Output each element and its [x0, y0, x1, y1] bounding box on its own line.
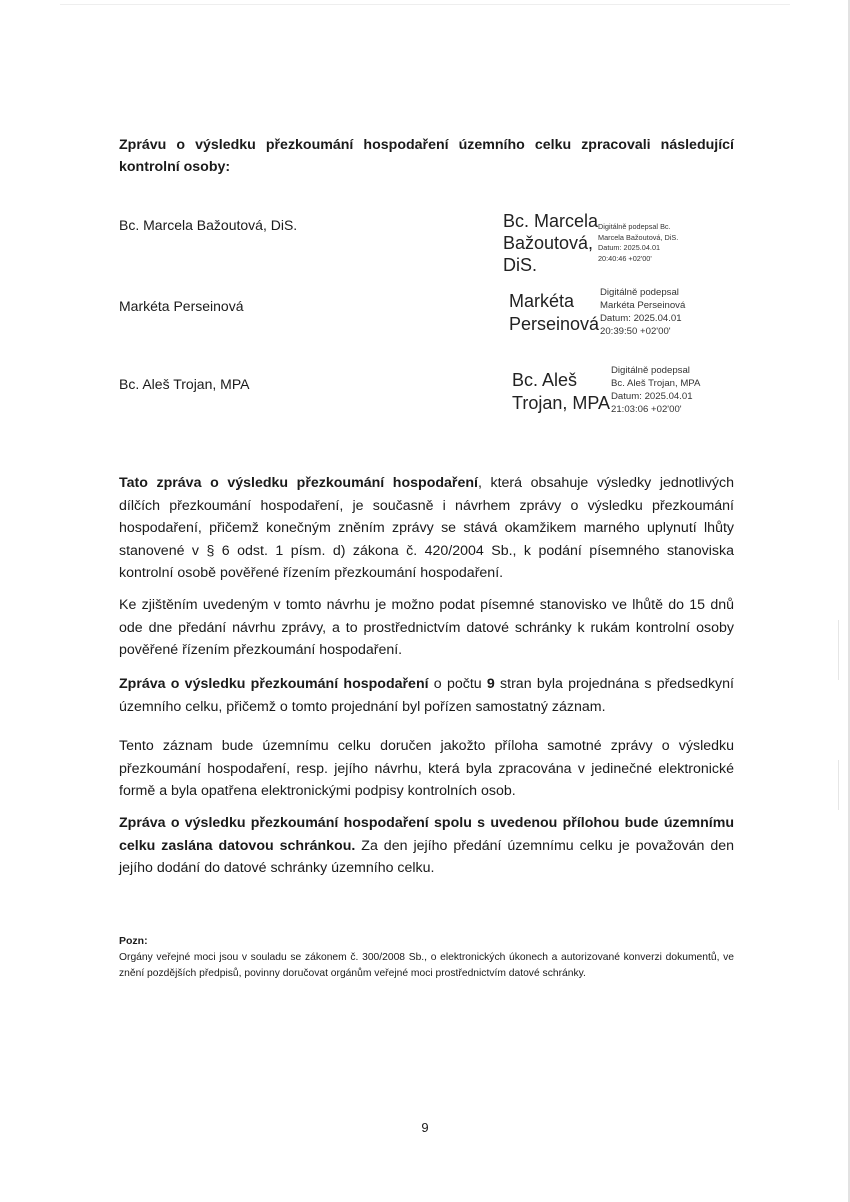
signature-metadata: Digitálně podepsal Bc. Aleš Trojan, MPA Datum: 2025.04.01 21:03:06 +02'00'	[611, 365, 701, 415]
note-body: Orgány veřejné moci jsou v souladu se zákonem č. 300/2008 Sb., o elektronických úkonech a autorizované konverzi dokumentů, ve znění pozdějších předpisů, povinny doručovat orgánům veřejné moci prostřednictvím datové schránky.	[119, 952, 734, 979]
scan-edge-top	[60, 4, 790, 5]
signatory-name: Bc. Marcela Bažoutová, DiS.	[119, 217, 298, 233]
note-title: Pozn:	[119, 935, 148, 947]
signatory-name: Bc. Aleš Trojan, MPA	[119, 376, 250, 392]
page-number: 9	[421, 1120, 429, 1135]
signature-name-line: Markéta	[509, 291, 575, 311]
signature-metadata: Digitálně podepsal Bc. Marcela Bažoutová, DiS. Datum: 2025.04.01 20:40:46 +02'00'	[598, 222, 679, 263]
paragraph-objection-deadline: Ke zjištěním uvedeným v tomto návrhu je možno podat písemné stanovisko ve lhůtě do 15 dnů ode dne předání návrhu zprávy, a to prostřednictvím datové schránky k rukám kontrolní osoby pověřené řízením přezkoumání hospodaření.	[119, 597, 734, 659]
signature-name-line: Trojan, MPA	[512, 393, 611, 413]
signature-name-line: Bažoutová,	[503, 233, 594, 253]
signature-metadata: Digitálně podepsal Markéta Perseinová Datum: 2025.04.01 20:39:50 +02'00'	[600, 287, 686, 337]
scan-mark	[838, 760, 839, 810]
page-heading: Zprávu o výsledku přezkoumání hospodaření územního celku zpracovali následující kontrolní osoby:	[119, 137, 734, 175]
signature-name-line: Bc. Marcela	[503, 211, 599, 231]
paragraph-record-delivery: Tento záznam bude územnímu celku doručen jakožto příloha samotné zprávy o výsledku přezkoumání hospodaření, resp. jejího návrhu, která byla zpracována v jedinečné elektronické formě a byla opatřena elektronickými podpisy kontrolních osob.	[119, 738, 734, 800]
signatory-name: Markéta Perseinová	[119, 298, 244, 314]
scan-mark	[838, 620, 839, 680]
paragraph-data-box-delivery: Zpráva o výsledku přezkoumání hospodaření spolu s uvedenou přílohou bude územnímu celku zaslána datovou schránkou. Za den jejího předání územnímu celku je považován den jejího dodání do datové schránky územního celku.	[119, 815, 734, 877]
paragraph-discussion: Zpráva o výsledku přezkoumání hospodaření o počtu 9 stran byla projednána s předsedkyní územního celku, přičemž o tomto projednání byl pořízen samostatný záznam.	[119, 676, 734, 715]
paragraph-report-status: Tato zpráva o výsledku přezkoumání hospodaření, která obsahuje výsledky jednotlivých dílčích přezkoumání hospodaření, je současně i návrhem zprávy o výsledku přezkoumání hospodaření, přičemž konečným zněním zprávy se stává okamžikem marného uplynutí lhůty stanovené v § 6 odst. 1 písm. d) zákona č. 420/2004 Sb., k podání písemného stanoviska kontrolní osobě pověřené řízením přezkoumání hospodaření.	[119, 475, 735, 582]
signature-name-line: DiS.	[503, 255, 538, 275]
signature-name-line: Bc. Aleš	[512, 370, 578, 390]
signature-name-line: Perseinová	[509, 314, 600, 334]
